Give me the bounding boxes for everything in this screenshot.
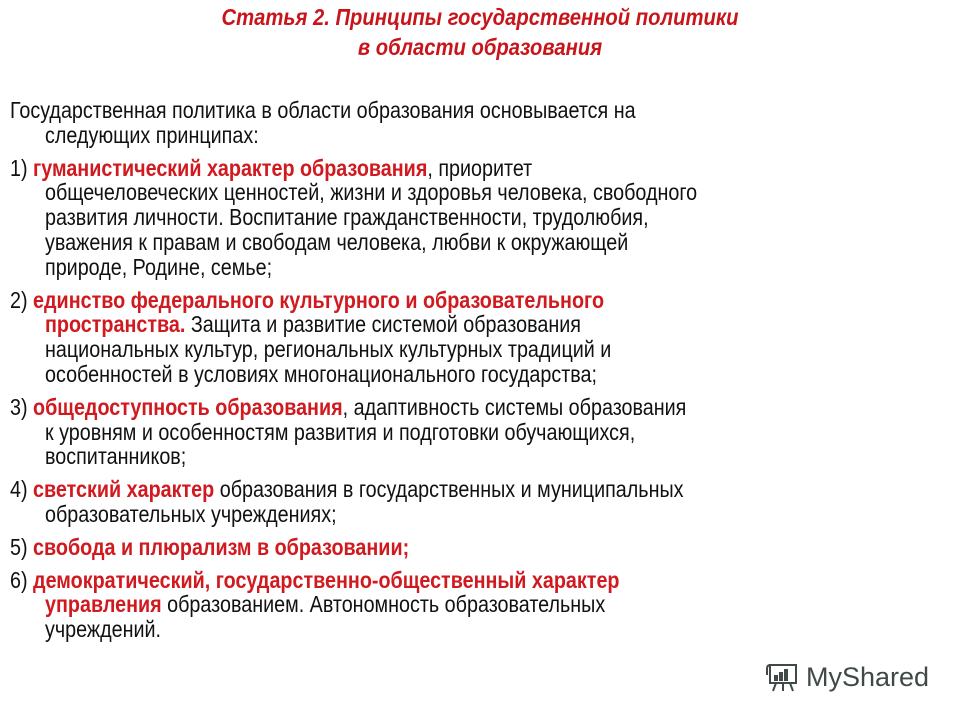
text-segment: , адаптивность системы образования (342, 393, 687, 420)
text-line (45, 255, 940, 280)
principle-item (10, 535, 960, 560)
text-line (45, 230, 940, 255)
text-line (10, 395, 934, 420)
text-segment: общечеловеческих ценностей, жизни и здоровья человека, свободного (45, 179, 698, 206)
text-segment: национальных культур, региональных культурных традиций и (45, 336, 612, 363)
text-segment: следующих принципах: (45, 121, 259, 148)
text-line (45, 444, 940, 469)
text-segment: воспитанников; (45, 443, 187, 470)
title-line-2: в области образования (357, 34, 603, 60)
intro-paragraph (10, 98, 960, 148)
text-line (10, 156, 934, 181)
text-segment: 1) (10, 154, 34, 181)
text-segment: природе, Родине, семье; (45, 253, 273, 280)
highlighted-principle: управления (45, 591, 162, 618)
text-segment: образовательных учреждениях; (45, 500, 337, 527)
text-line (10, 98, 934, 123)
text-line (45, 617, 940, 642)
text-line (45, 592, 940, 617)
principle-item (10, 156, 960, 280)
title-line-1: Статья 2. Принципы государственной политики (221, 4, 739, 30)
text-segment: уважения к правам и свободам человека, любви к окружающей (45, 228, 629, 255)
myshared-watermark (766, 660, 929, 694)
text-line (45, 420, 940, 445)
text-line (45, 123, 940, 148)
text-segment: 4) (10, 476, 34, 503)
text-segment: к уровням и особенностям развития и подготовки обучающихся, (45, 418, 636, 445)
highlighted-principle: гуманистический характер образования (33, 154, 428, 181)
text-segment: , приоритет (427, 154, 533, 181)
text-line (45, 337, 940, 362)
principle-item (10, 477, 960, 527)
highlighted-principle: общедоступность образования (33, 393, 343, 420)
text-line (45, 502, 940, 527)
presentation-board-icon (766, 660, 800, 694)
text-segment: 3) (10, 393, 34, 420)
watermark-text: MyShared (806, 661, 930, 692)
highlighted-principle: пространства. (45, 311, 186, 338)
text-line (10, 568, 934, 593)
text-segment: развития личности. Воспитание гражданственности, трудолюбия, (45, 204, 649, 231)
slide-body (10, 98, 960, 650)
highlighted-principle: светский характер (33, 476, 215, 503)
text-line (10, 535, 934, 560)
text-segment: 2) (10, 286, 34, 313)
text-segment: образования в государственных и муниципальных (214, 476, 684, 503)
text-segment: 6) (10, 566, 34, 593)
text-segment: образованием. Автономность образовательных (161, 591, 606, 618)
text-line (10, 477, 934, 502)
text-line (10, 288, 934, 313)
highlighted-principle: свобода и плюрализм в образовании; (33, 533, 410, 560)
highlighted-principle: единство федерального культурного и образовательного (33, 286, 605, 313)
text-line (45, 205, 940, 230)
text-segment: Государственная политика в области образования основывается на (10, 97, 636, 123)
principle-item (10, 395, 960, 469)
text-line (45, 312, 940, 337)
principle-item (10, 288, 960, 387)
text-line (45, 180, 940, 205)
text-line (45, 362, 940, 387)
highlighted-principle: демократический, государственно-общественный характер (33, 566, 620, 593)
text-segment: 5) (10, 533, 34, 560)
principle-item (10, 568, 960, 642)
slide-title (0, 2, 960, 62)
text-segment: учреждений. (45, 616, 162, 643)
text-segment: особенностей в условиях многонационального государства; (45, 360, 597, 387)
text-segment: Защита и развитие системой образования (185, 311, 581, 338)
